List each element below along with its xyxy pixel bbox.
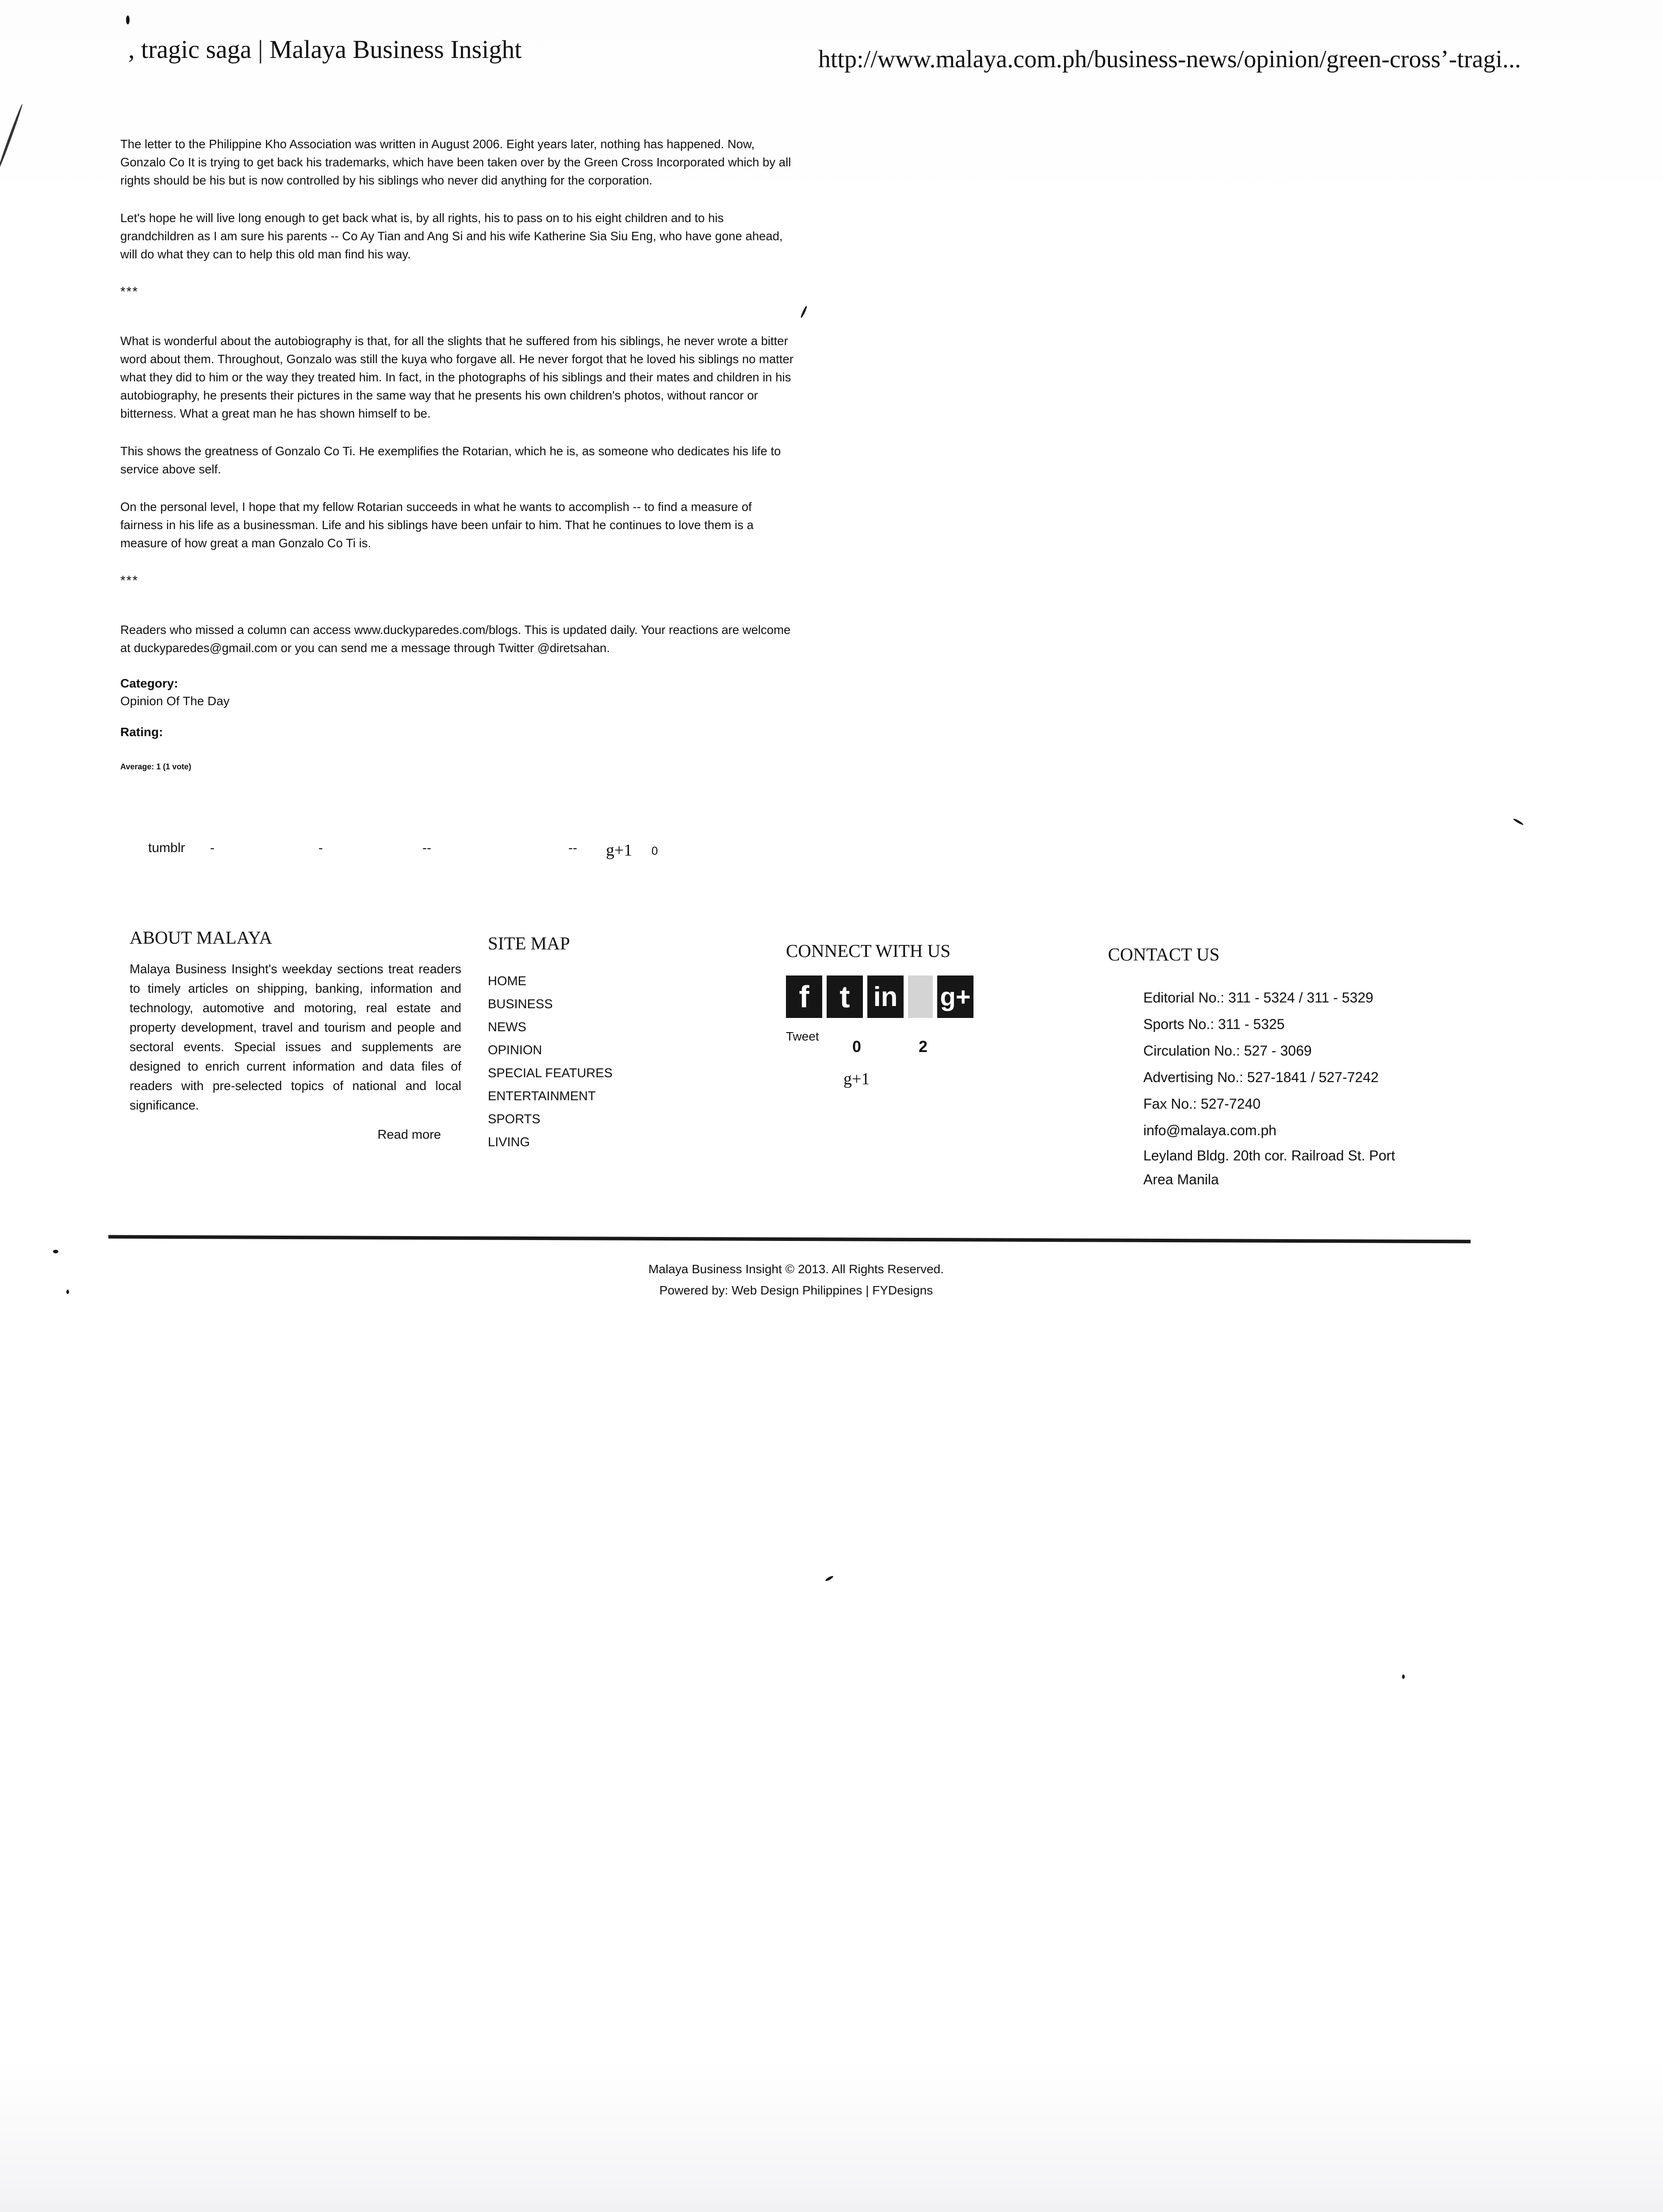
about-text: Malaya Business Insight's weekday sections treat readers to timely articles on shipping, banking, information and technology, automotive and motoring, real estate and property development, travel and tourism and people and sectoral events. Special issues and supplements are designed to enrich current information and data files of readers with pre-selected topics of national and local significance.: [130, 962, 461, 1113]
sitemap-link-sports[interactable]: SPORTS: [488, 1112, 540, 1126]
sitemap-heading: SITE MAP: [488, 933, 570, 953]
contact-editorial: Editorial No.: 311 - 5324 / 311 - 5329: [1143, 990, 1374, 1006]
google-plus-one-button[interactable]: g+1: [606, 841, 632, 860]
contact-heading: CONTACT US: [1108, 944, 1220, 964]
scan-speck: [126, 15, 130, 24]
share-separator: -: [318, 841, 323, 855]
share-separator: --: [422, 841, 431, 855]
share-count: 0: [651, 844, 658, 857]
copyright-block: [575, 1259, 1017, 1301]
article-paragraph: This shows the greatness of Gonzalo Co Ti. He exemplifies the Rotarian, which he is, as someone who dedicates his life to service above self.: [120, 444, 781, 476]
sitemap-link-special-features[interactable]: SPECIAL FEATURES: [488, 1066, 613, 1080]
contact-advertising: Advertising No.: 527-1841 / 527-7242: [1143, 1069, 1379, 1085]
contact-email-link[interactable]: info@malaya.com.ph: [1143, 1122, 1277, 1138]
rss-icon[interactable]: [908, 975, 933, 1018]
copyright-text: Malaya Business Insight © 2013. All Rights Reserved.: [648, 1262, 944, 1276]
connect-heading: CONNECT WITH US: [786, 941, 951, 961]
sitemap-link-home[interactable]: HOME: [488, 974, 526, 988]
category-label: Category:: [120, 676, 178, 690]
social-icons: [786, 975, 1034, 1018]
about-section: [130, 927, 461, 1142]
tweet-button[interactable]: Tweet: [786, 1029, 819, 1043]
google-plus-one-button[interactable]: g+1: [843, 1070, 870, 1088]
facebook-share-count: 2: [919, 1037, 928, 1056]
article-body: [120, 135, 797, 772]
article-paragraph: Let's hope he will live long enough to get back what is, by all rights, his to pass on to his eight children and to his grandchildren as I am sure his parents -- Co Ay Tian and Ang Si and his wife Katherine Sia Siu Eng, who have gone ahead, will do what they can to help this old man find his way.: [120, 211, 783, 261]
sitemap-link-opinion[interactable]: OPINION: [488, 1043, 542, 1057]
sitemap-link-living[interactable]: LIVING: [488, 1135, 530, 1149]
scan-speck: [66, 1290, 69, 1294]
article-paragraph: Readers who missed a column can access www.duckyparedes.com/blogs. This is updated daily. Your reactions are welcome at duckyparedes@gmail.com or you can send me a message through Twitter @diretsahan.: [120, 623, 791, 655]
share-bar: [148, 841, 679, 863]
twitter-icon[interactable]: t: [827, 975, 863, 1018]
share-separator: --: [568, 841, 577, 855]
page-title: , tragic saga | Malaya Business Insight: [128, 35, 522, 64]
tweet-count: 0: [852, 1037, 862, 1056]
google-plus-icon[interactable]: g+: [937, 975, 973, 1018]
sitemap-link-business[interactable]: BUSINESS: [488, 997, 553, 1011]
article-paragraph: What is wonderful about the autobiography is that, for all the slights that he suffered from his siblings, he never wrote a bitter word about them. Throughout, Gonzalo was still the kuya who forgave all. He never forgot that he loved his siblings no matter what they did to him or the way they treated him. In fact, in the photographs of his siblings and their mates and children in his autobiography, he presents their pictures in the same way that he presents his own children's photos, without rancor or bitterness. What a great man he has shown himself to be.: [120, 334, 793, 420]
connect-section: [786, 940, 1034, 1088]
scan-speck: [1402, 1674, 1405, 1679]
sitemap-link-news[interactable]: NEWS: [488, 1020, 526, 1034]
contact-fax: Fax No.: 527-7240: [1143, 1096, 1261, 1112]
tweet-row: [786, 1029, 1034, 1088]
linkedin-icon[interactable]: in: [867, 975, 904, 1018]
about-heading: ABOUT MALAYA: [130, 927, 272, 948]
article-paragraph: The letter to the Philippine Kho Association was written in August 2006. Eight years later, nothing has happened. Now, Gonzalo Co It is trying to get back his trademarks, which have been taken over by the Green Cross Incorporated which by all rights should be his but is now controlled by his siblings who never did anything for the corporation.: [120, 137, 791, 187]
sitemap-section: [488, 933, 665, 1154]
contact-address: Leyland Bldg. 20th cor. Railroad St. Port Area Manila: [1143, 1148, 1395, 1187]
contact-circulation: Circulation No.: 527 - 3069: [1143, 1043, 1312, 1059]
share-separator: -: [210, 841, 215, 855]
powered-by-link[interactable]: Powered by: Web Design Philippines | FYDesigns: [659, 1283, 933, 1297]
read-more-link[interactable]: Read more: [377, 1128, 441, 1142]
facebook-icon[interactable]: f: [786, 975, 822, 1018]
page-url: http://www.malaya.com.ph/business-news/opinion/green-cross’-tragi...: [818, 46, 1521, 73]
rating-average: Average: 1 (1 vote): [120, 762, 192, 771]
contact-section: [1108, 944, 1462, 1191]
article-paragraph: On the personal level, I hope that my fellow Rotarian succeeds in what he wants to accomplish -- to find a measure of fairness in his life as a businessman. Life and his siblings have been unfair to him. That he continues to love them is a measure of how great a man Gonzalo Co Ti is.: [120, 500, 754, 550]
scan-speck: [53, 1250, 58, 1253]
sitemap-link-entertainment[interactable]: ENTERTAINMENT: [488, 1089, 596, 1103]
section-separator: ***: [120, 573, 139, 588]
contact-sports: Sports No.: 311 - 5325: [1143, 1016, 1285, 1032]
category-link[interactable]: Opinion Of The Day: [120, 694, 230, 708]
tumblr-share-button[interactable]: tumblr: [148, 841, 185, 855]
rating-label: Rating:: [120, 725, 163, 739]
section-separator: ***: [120, 284, 139, 299]
